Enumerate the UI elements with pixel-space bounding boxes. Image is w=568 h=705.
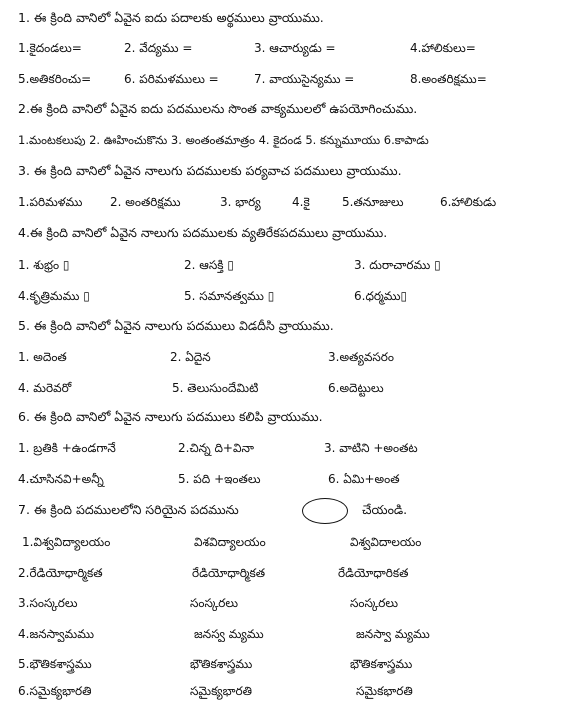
q6-title: 6. ఈ క్రింది వానిలో ఏవైన నాలుగు పదములు కలిపి వ్రాయుము. xyxy=(18,409,323,424)
q6-item-1: 1. బ్రతికి +ఉండగానే xyxy=(18,441,116,455)
q5-item-5: 5. తెలుసుందేమిటి xyxy=(172,381,259,395)
q5-item-3: 3.అత్యవసరం xyxy=(328,350,394,364)
q4-item-3: 3. దురాచారము ▯ xyxy=(354,258,441,272)
q7-row-1 xyxy=(18,530,563,554)
q7-option-4a: 4.జనస్వామము xyxy=(18,627,95,641)
q5-row-1 xyxy=(18,345,563,369)
q1-row-2 xyxy=(18,67,563,91)
q4-item-5: 5. సమానత్వము ▯ xyxy=(184,289,275,303)
q1-title: 1. ఈ క్రింది వానిలో ఏవైన ఐదు పదాలకు అర్థములు వ్రాయుము. xyxy=(18,10,324,25)
q7-row-3 xyxy=(18,591,563,615)
q7-option-6c: సమైకభారతి xyxy=(356,684,413,698)
q5-item-2: 2. ఏదైన xyxy=(170,350,211,364)
q7-option-3a: 3.సంస్కరలు xyxy=(18,596,78,610)
q6-item-6: 6. ఏమి+అంత xyxy=(328,472,400,486)
q2-title: 2.ఈ క్రింది వానిలో ఏవైన ఐదు పదములను సొంత వాక్యములలో ఉపయోగించుము. xyxy=(18,101,418,116)
q1-row-1 xyxy=(18,36,563,60)
q5-title: 5. ఈ క్రింది వానిలో ఏవైన నాలుగు పదములు విడదీసి వ్రాయుము. xyxy=(18,318,334,333)
q3-item-3: 3. భార్య xyxy=(220,195,261,209)
q7-title-end: చేయండి. xyxy=(362,502,408,517)
q5-item-6: 6.అదెట్టులు xyxy=(328,381,384,395)
q7-option-5c: భౌతికశాస్త్రము xyxy=(350,657,413,671)
q7-option-4b: జనస్వ మ్యము xyxy=(194,627,264,641)
q7-row-6 xyxy=(18,679,563,703)
q1-item-8: 8.అంతరిక్షము= xyxy=(410,72,487,86)
q6-item-4: 4.చూసినవి+అన్నీ xyxy=(18,472,104,486)
q6-item-2: 2.చిన్న ది+వినా xyxy=(178,441,254,455)
q6-item-5: 5. పది +ఇంతలు xyxy=(178,472,261,486)
q3-item-6: 6.హాలికుడు xyxy=(440,195,497,209)
q3-item-2: 2. అంతరిక్షము xyxy=(110,195,181,209)
q4-item-4: 4.కృత్రిమము ▯ xyxy=(18,289,90,303)
q7-title: 7. ఈ క్రింది పదములలోని సరియైన పదమును xyxy=(18,502,239,517)
q7-row-5 xyxy=(18,652,563,676)
q1-item-1: 1.కైదండలు= xyxy=(18,41,82,55)
q1-item-2: 2. వేద్యము = xyxy=(124,41,193,55)
q7-option-2c: రేడియోధారికత xyxy=(338,566,409,580)
q7-row-2 xyxy=(18,561,563,585)
q7-option-4c: జనస్వా మ్యము xyxy=(356,627,430,641)
q7-option-6b: సమైక్యభారతి xyxy=(190,684,253,698)
q7-option-3c: సంస్కరలు xyxy=(350,596,399,610)
q6-row-1 xyxy=(18,436,563,460)
q5-item-4: 4. మరెవరో xyxy=(18,381,72,395)
q3-row xyxy=(18,190,563,214)
q6-item-3: 3. వాటిని +అంతట xyxy=(324,441,418,455)
q4-item-6: 6.ధర్మము▯ xyxy=(354,289,408,303)
q1-item-4: 4.హాలికులు= xyxy=(410,41,476,55)
q3-item-4: 4.కై xyxy=(292,195,310,209)
q3-title: 3. ఈ క్రింది వానిలో ఏవైన నాలుగు పదములకు పర్యవాచ పదములు వ్రాయుము. xyxy=(18,163,402,178)
q4-item-1: 1. శుభ్రం ▯ xyxy=(18,258,70,272)
answer-circle-shape xyxy=(302,498,348,524)
q7-option-1c: విశ్వవిదాలయం xyxy=(350,535,422,549)
q6-row-2 xyxy=(18,467,563,491)
q7-option-2a: 2.రేడియోధార్మికత xyxy=(18,566,103,580)
q5-item-1: 1. అదెంత xyxy=(18,350,67,364)
q7-option-5a: 5.భౌతికశాస్త్రము xyxy=(18,657,92,671)
q7-option-2b: రేడియోధార్మికత xyxy=(192,566,266,580)
q3-item-1: 1.పరిమళము xyxy=(18,195,83,209)
q1-item-3: 3. ఆచార్యుడు = xyxy=(254,41,336,55)
q4-title: 4.ఈ క్రింది వానిలో ఏవైన నాలుగు పదములకు వ్యతిరేకపదములు వ్రాయుము. xyxy=(18,225,388,240)
q1-item-6: 6. పరిమళములు = xyxy=(124,72,219,86)
q7-option-1b: విశవిద్యాలయం xyxy=(194,535,266,549)
q4-row-2 xyxy=(18,284,563,308)
q7-option-1a: 1.విశ్వవిద్యాలయం xyxy=(22,535,111,549)
q2-items: 1.మంటకలుపు 2. ఊహించుకొను 3. అంతంతమాత్రం 4. కైదండ 5. కన్నుమూయు 6.కాపాడు xyxy=(18,133,429,147)
q1-item-7: 7. వాయుసైన్యము = xyxy=(254,72,355,86)
q3-item-5: 5.తనూజులు xyxy=(342,195,404,209)
q5-row-2 xyxy=(18,376,563,400)
q7-option-5b: భౌతికశాస్త్రము xyxy=(190,657,253,671)
q7-row-4 xyxy=(18,622,563,646)
q4-row-1 xyxy=(18,253,563,277)
q4-item-2: 2. ఆసక్తి ▯ xyxy=(184,258,234,272)
q1-item-5: 5.అతికరించు= xyxy=(18,72,92,86)
q7-option-6a: 6.సమైక్యభారతి xyxy=(18,684,92,698)
q7-option-3b: సంస్కరలు xyxy=(190,596,239,610)
